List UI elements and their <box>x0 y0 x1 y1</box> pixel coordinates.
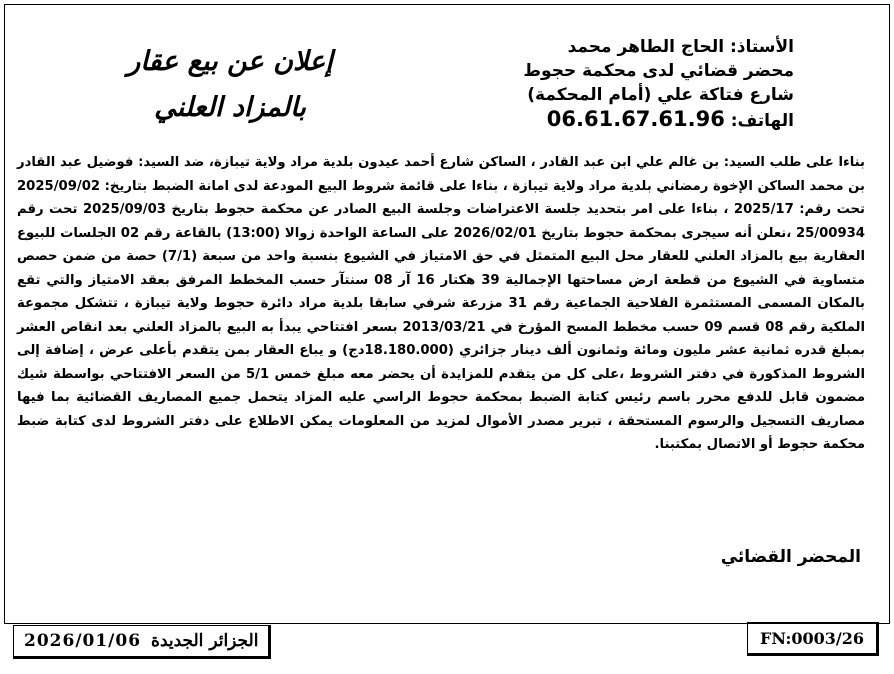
bailiff-info <box>464 35 794 133</box>
announcement-page <box>4 4 890 624</box>
title-line-2: بالمزاد العلني <box>154 92 306 123</box>
publication-date: 2026/01/06 <box>24 631 142 651</box>
author-title: الأستاذ: الحاج الطاهر محمد <box>567 37 794 57</box>
fn-number: FN:0003/26 <box>760 628 864 648</box>
author-address: شارع فتاكة علي (أمام المحكمة) <box>527 85 794 105</box>
newspaper-box <box>13 625 271 659</box>
author-role: محضر قضائي لدى محكمة حجوط <box>523 61 794 81</box>
announcement-title <box>75 39 385 131</box>
header <box>5 31 889 146</box>
phone-label: الهاتف: <box>730 111 794 131</box>
signature: المحضر القضائي <box>720 547 861 567</box>
body-paragraph: بناءا على طلب السيد: بن غالم علي ابن عبد القادر ، الساكن شارع أحمد عيدون بلدية مراد ولاية تيبازة، ضد السيد: فوضيل عبد القادر بن محمد الساكن الإخوة رمضاني بلدية مراد ولاية تيبازة ، بناءا على قائمة شروط البيع المودعة لدى امانة الضبط بتاريخ: 2025/09/02 تحت رقم: 2025/17 ، بناءا على امر بتحديد جلسة الاعتراضات وجلسة البيع الصادر عن محكمة حجوط بتاريخ 2025/09/03 تحت رقم 25/00934 ،نعلن أنه سيجرى بمحكمة حجوط بتاريخ 2026/02/01 على الساعة الواحدة زوالا (13:00) بالقاعة رقم 02 الجلسات للبيوع العقارية بيع بالمزاد العلني للعقار محل البيع المتمثل في حق الامتياز في الشيوع بنسبة واحد من سبعة (7/1) حصة من ضمن حصص متساوية في الشيوع من قطعة ارض مساحتها الإجمالية 39 هكتار 16 آر 08 سنتآر حسب المخطط المرفق بعقد الامتياز والتي تقع بالمكان المسمى المستثمرة الفلاحية الجماعية رقم 31 مزرعة شرفي سابقا بلدية مراد دائرة حجوط ولاية تيبازة ، تتشكل مجموعة الملكية رقم 08 قسم 09 حسب مخطط المسح المؤرخ في 2013/03/21 بسعر افتتاحي يبدأ به البيع بالمزاد العلني بعد انقاص العشر بمبلغ قدره ثمانية عشر مليون ومائة وثمانون ألف دينار جزائري (18.180.000دج) و يباع العقار بمن يتقدم بأعلى عرض ، إضافة إلى الشروط المذكورة في دفتر الشروط ،على كل من يتقدم للمزايدة أن يحضر معه مبلغ خمس 5/1 من السعر الافتتاحي بواسطة شيك مضمون قابل للدفع محرر باسم رئيس كتابة الضبط بمحكمة حجوط الراسي عليه المزاد يتحمل جميع المصاريف القضائية بما فيها مصاريف التسجيل والرسوم المستحقة ، تبرير مصدر الأموال لمزيد من المعلومات يمكن الاطلاع على دفتر الشروط لدى كتابة ضبط محكمة حجوط أو الاتصال بمكتبنا. <box>17 155 866 452</box>
newspaper-name: الجزائر الجديدة <box>151 631 259 651</box>
title-line-1: إعلان عن بيع عقار <box>127 46 333 77</box>
phone-line <box>464 107 794 133</box>
fn-box <box>747 622 879 656</box>
phone-number: 06.61.67.61.96 <box>546 107 725 131</box>
announcement-body <box>17 151 865 457</box>
